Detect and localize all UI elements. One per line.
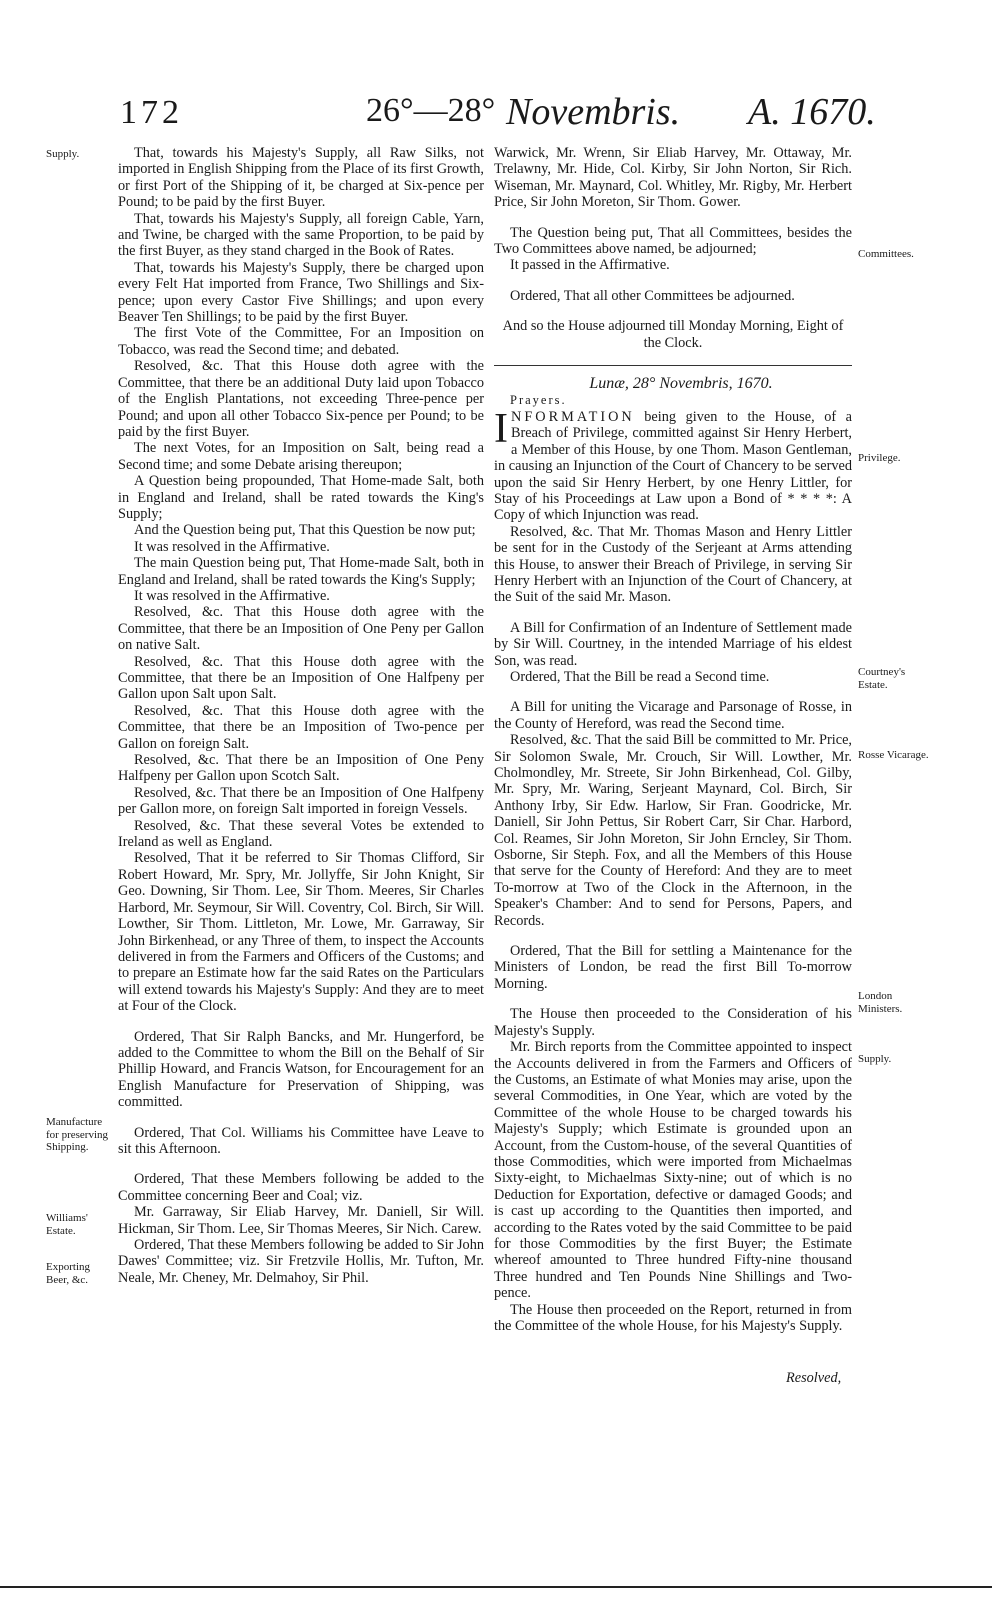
paragraph: And the Question being put, That this Question be now put;: [134, 522, 476, 539]
prayers-heading: Prayers.: [510, 393, 567, 408]
margin-note-courtney: Courtney's Estate.: [858, 666, 906, 691]
page-number: 172: [120, 94, 183, 131]
opening-word: NFORMATION: [511, 408, 635, 425]
paragraph: Resolved, &c. That this House doth agree with the Committee, that there be an Imposition of Two-pence per Gallon on foreign Salt.: [118, 702, 484, 752]
paragraph: It was resolved in the Affirmative.: [134, 538, 330, 555]
paragraph: Ordered, That the Bill for settling a Maintenance for the Ministers of London, be read the first Bill To-morrow Morning.: [494, 943, 852, 992]
paragraph: Resolved, &c. That there be an Imposition of One Halfpeny per Gallon more, on foreign Salt imported in foreign Vessels.: [118, 784, 484, 818]
margin-note-london: London Ministers.: [858, 990, 903, 1015]
header-month: Novembris.: [506, 91, 681, 133]
margin-note-supply-2: Supply.: [858, 1053, 892, 1065]
paragraph: Ordered, That all other Committees be adjourned.: [510, 287, 795, 304]
sitting-date: Lunæ, 28° Novembris, 1670.: [589, 375, 773, 393]
section-divider: [494, 365, 852, 366]
paragraph: The main Question being put, That Home-made Salt, both in England and Ireland, shall be rated towards the King's Supply;: [118, 555, 484, 588]
paragraph: The first Vote of the Committee, For an Imposition on Tobacco, was read the Second time; and debated.: [118, 325, 484, 358]
margin-note-exporting: Exporting Beer, &c.: [46, 1261, 90, 1286]
margin-note-williams: Williams' Estate.: [46, 1212, 88, 1237]
paragraph: The House then proceeded on the Report, returned in from the Committee of the whole House, for his Majesty's Supply.: [494, 1301, 852, 1334]
left-column: [118, 145, 484, 1286]
paragraph: The Question being put, That all Committees, besides the Two Committees above named, be adjourned;: [494, 224, 852, 258]
paragraph-text: being given to the House, of a Breach of Privilege, committed against Sir Henry Herbert, a Member of this House, by one Thom. Mason Gentleman, in causing an Injunction of the Court of Chancery to be served upon the said Sir Henry Herbert, by one Henry Littler, for Stay of his Proceedings at Law upon a Bond of * * * *: A Copy of which Injunction was read.: [494, 408, 852, 524]
page-header: [0, 88, 992, 138]
paragraph: A Question being propounded, That Home-made Salt, both in England and Ireland, shall be rated towards the King's Supply;: [118, 473, 484, 522]
paragraph: It was resolved in the Affirmative.: [134, 587, 330, 604]
paragraph: That, towards his Majesty's Supply, all Raw Silks, not imported in English Shipping from the Place of its first Growth, or first Port of the Shipping of it, be charged at Six-pence per Pound; to be paid by the first Buyer.: [118, 145, 484, 211]
catchword: Resolved,: [786, 1370, 842, 1386]
margin-note-committees: Committees.: [858, 248, 914, 260]
page-bottom-rule: [0, 1586, 992, 1588]
paragraph: Resolved, &c. That the said Bill be committed to Mr. Price, Sir Solomon Swale, Mr. Crouch, Sir Will. Lowther, Mr. Cholmondley, Mr. Streete, Sir John Birkenhead, Col. Gilby, Mr. Spry, Mr. Waring, Serjeant Maynard, Col. Birch, Sir Anthony Irby, Sir Edw. Harlow, Sir Fran. Goodricke, Mr. Daniell, Sir John Pettus, Sir Robert Carr, Sir Char. Harbord, Col. Reames, Sir John Moreton, Sir John Erncley, Sir Thom. Osborne, Sir Steph. Fox, and all the Members of this House that serve for the County of Hereford: And they are to meet To-morrow at Two of the Clock in the Afternoon, in the Speaker's Chamber: And to send for Persons, Papers, and Records.: [494, 732, 852, 929]
header-dates: 26°—28°: [366, 92, 496, 129]
paragraph: Resolved, &c. That this House doth agree with the Committee, that there be an Imposition of One Peny per Gallon on native Salt.: [118, 604, 484, 654]
paragraph: The next Votes, for an Imposition on Salt, being read a Second time; and some Debate arising thereupon;: [118, 440, 484, 473]
paragraph: Mr. Birch reports from the Committee appointed to inspect the Accounts delivered in from the Farmers and Officers of the Customs, an Estimate of what Monies may arise, upon the several Commodities, in One Year, which are voted by the Committee of the whole House to be charged towards his Majesty's Supply; which Estimate is grounded upon an Account, from the Custom-house, of the several Quantities of those Commodities, which were imported from Michaelmas Sixty-eight, to Michaelmas Sixty-nine; out of which is no Deduction for Exportation, defective or damaged Goods; and is cast up according to the Quantities then imported, and according to the Rates voted by the said Committee to be paid for those Commodities by the first Buyer; the Estimate whereof amounted to Three hundred Fifty-nine thousand Three hundred and Ten Pounds Nine Shillings and Two-pence.: [494, 1039, 852, 1302]
drop-cap: I: [494, 405, 508, 452]
paragraph: Ordered, That the Bill be read a Second time.: [510, 668, 770, 685]
paragraph: That, towards his Majesty's Supply, all foreign Cable, Yarn, and Twine, be charged with the same Proportion, to be paid by the first Buyer, as they stand charged in the Book of Rates.: [118, 210, 484, 260]
margin-note-rosse: Rosse Vicarage.: [858, 749, 929, 761]
paragraph: [494, 405, 852, 524]
paragraph: Ordered, That these Members following be added to the Committee concerning Beer and Coal; viz.: [118, 1171, 484, 1204]
margin-note-supply: Supply.: [46, 148, 80, 160]
paragraph: It passed in the Affirmative.: [510, 257, 670, 274]
margin-note-manufacture: Manufacture for preserving Shipping.: [46, 1116, 109, 1153]
paragraph: A Bill for uniting the Vicarage and Parsonage of Rosse, in the County of Hereford, was read the Second time.: [494, 699, 852, 732]
right-column: [494, 145, 852, 1334]
header-year: A. 1670.: [748, 91, 876, 133]
paragraph: That, towards his Majesty's Supply, there be charged upon every Felt Hat imported from France, Two Shillings and Six-pence; upon every Castor Five Shillings; and upon every Beaver Ten Shillings; to be paid by the first Buyer.: [118, 259, 484, 326]
paragraph: Resolved, &c. That this House doth agree with the Committee, that there be an additional Duty laid upon Tobacco of the English Plantations, not exceeding Three-pence per Pound; and upon all other Tobacco Six-pence per Pound; to be paid by the first Buyer.: [118, 358, 484, 440]
paragraph: Ordered, That Col. Williams his Committee have Leave to sit this Afternoon.: [118, 1124, 484, 1157]
paragraph: Resolved, &c. That Mr. Thomas Mason and Henry Littler be sent for in the Custody of the Serjeant at Arms attending this House, to answer their Breach of Privilege, in serving Sir Henry Herbert with an Injunction of the Court of Chancery, at the Suit of the said Mr. Mason.: [494, 523, 852, 606]
paragraph: A Bill for Confirmation of an Indenture of Settlement made by Sir Will. Courtney, in the intended Marriage of his eldest Son, was read.: [494, 619, 852, 669]
margin-note-privilege: Privilege.: [858, 452, 901, 464]
paragraph: Mr. Garraway, Sir Eliab Harvey, Mr. Daniell, Sir Will. Hickman, Sir Thom. Lee, Sir Thomas Meeres, Sir Nich. Carew.: [118, 1204, 484, 1237]
paragraph: The House then proceeded to the Consideration of his Majesty's Supply.: [494, 1006, 852, 1039]
paragraph: Ordered, That Sir Ralph Bancks, and Mr. Hungerford, be added to the Committee to whom the Bill on the Behalf of Sir Phillip Howard, and Francis Watson, for Encouragement for an English Manufacture for Preservation of Shipping, was committed.: [118, 1028, 484, 1111]
paragraph: Resolved, &c. That there be an Imposition of One Peny Halfpeny per Gallon upon Scotch Salt.: [118, 752, 484, 785]
adjournment-line: And so the House adjourned till Monday Morning, Eight of the Clock.: [502, 318, 844, 351]
paragraph: Ordered, That these Members following be added to Sir John Dawes' Committee; viz. Sir Fretzvile Hollis, Mr. Tufton, Mr. Neale, Mr. Cheney, Mr. Delmahoy, Sir Phil.: [118, 1237, 484, 1286]
paragraph: Warwick, Mr. Wrenn, Sir Eliab Harvey, Mr. Ottaway, Mr. Trelawny, Mr. Hide, Col. Kirby, Sir John Norton, Sir Rich. Wiseman, Mr. Maynard, Col. Whitley, Mr. Rigby, Mr. Herbert Price, Sir John Moreton, Sir Thom. Gower.: [494, 145, 852, 211]
paragraph: Resolved, &c. That this House doth agree with the Committee, that there be an Imposition of One Halfpeny per Gallon upon Salt upon Salt.: [118, 653, 484, 703]
paragraph: Resolved, That it be referred to Sir Thomas Clifford, Sir Robert Howard, Mr. Spry, Mr. Jollyffe, Sir John Knight, Sir Geo. Downing, Sir Thom. Lee, Sir Thom. Meeres, Sir Charles Harbord, Mr. Seymour, Sir Will. Coventry, Col. Birch, Sir Will. Lowther, Sir Thom. Littleton, Mr. Lowe, Mr. Garraway, Sir John Birkenhead, or any Three of them, to inspect the Accounts delivered in from the Farmers and Officers of the Customs; and to prepare an Estimate how far the said Rates on the Particulars will extend towards his Majesty's Supply: And they are to meet at Four of the Clock.: [118, 850, 484, 1015]
paragraph: Resolved, &c. That these several Votes be extended to Ireland as well as England.: [118, 817, 484, 851]
